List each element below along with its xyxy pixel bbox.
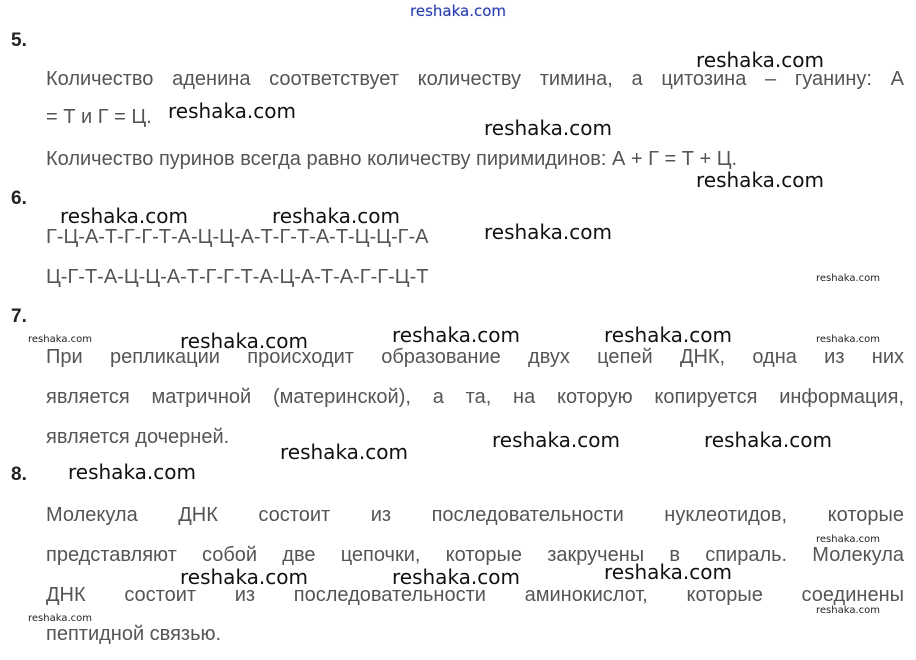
watermark: reshaka.com: [604, 560, 732, 584]
watermark: reshaka.com: [696, 48, 824, 72]
answer-5-line-1: Количество аденина соответствует количеству тимина, а цитозина – гуанину: А: [46, 68, 904, 90]
watermark: reshaka.com: [68, 460, 196, 484]
watermark: reshaka.com: [492, 428, 620, 452]
watermark: reshaka.com: [180, 565, 308, 589]
watermark-small: reshaka.com: [816, 605, 880, 616]
answer-5-number: 5.: [11, 30, 27, 51]
watermark: reshaka.com: [696, 168, 824, 192]
answer-5-line-3: Количество пуринов всегда равно количеству пиримидинов: А + Г = Т + Ц.: [46, 148, 738, 170]
answer-8-line-1: Молекула ДНК состоит из последовательности нуклеотидов, которые: [46, 504, 904, 526]
answer-7-line-1: При репликации происходит образование двух цепей ДНК, одна из них: [46, 346, 904, 368]
watermark: reshaka.com: [704, 428, 832, 452]
watermark-small: reshaka.com: [28, 613, 92, 624]
answer-5-line-2: = Т и Г = Ц.: [46, 106, 152, 128]
watermark-small: reshaka.com: [28, 334, 92, 345]
watermark: reshaka.com: [180, 329, 308, 353]
answer-8-line-3: ДНК состоит из последовательности аминокислот, которые соединены: [46, 584, 904, 606]
watermark: reshaka.com: [484, 220, 612, 244]
watermark: reshaka.com: [392, 565, 520, 589]
answer-7-number: 7.: [11, 306, 27, 327]
answer-8-number: 8.: [11, 464, 27, 485]
watermark: reshaka.com: [60, 204, 188, 228]
watermark: reshaka.com: [280, 440, 408, 464]
watermark-small: reshaka.com: [816, 534, 880, 545]
answer-8-line-4: пептидной связью.: [46, 623, 222, 645]
header-watermark: reshaka.com: [410, 2, 506, 20]
answer-6-line-2: Ц-Г-Т-А-Ц-Ц-А-Т-Г-Г-Т-А-Ц-А-Т-А-Г-Г-Ц-Т: [46, 266, 429, 288]
watermark-small: reshaka.com: [816, 334, 880, 345]
watermark: reshaka.com: [168, 99, 296, 123]
watermark: reshaka.com: [484, 116, 612, 140]
watermark-small: reshaka.com: [816, 273, 880, 284]
answer-8-line-2: представляют собой две цепочки, которые закручены в спираль. Молекула: [46, 544, 904, 566]
answer-6-line-1: Г-Ц-А-Т-Г-Г-Т-А-Ц-Ц-А-Т-Г-Т-А-Т-Ц-Ц-Г-А: [46, 226, 429, 248]
watermark: reshaka.com: [272, 204, 400, 228]
watermark: reshaka.com: [604, 323, 732, 347]
watermark: reshaka.com: [392, 323, 520, 347]
answer-6-number: 6.: [11, 188, 27, 209]
answer-7-line-2: является матричной (материнской), а та, на которую копируется информация,: [46, 386, 904, 408]
answer-7-line-3: является дочерней.: [46, 426, 230, 448]
